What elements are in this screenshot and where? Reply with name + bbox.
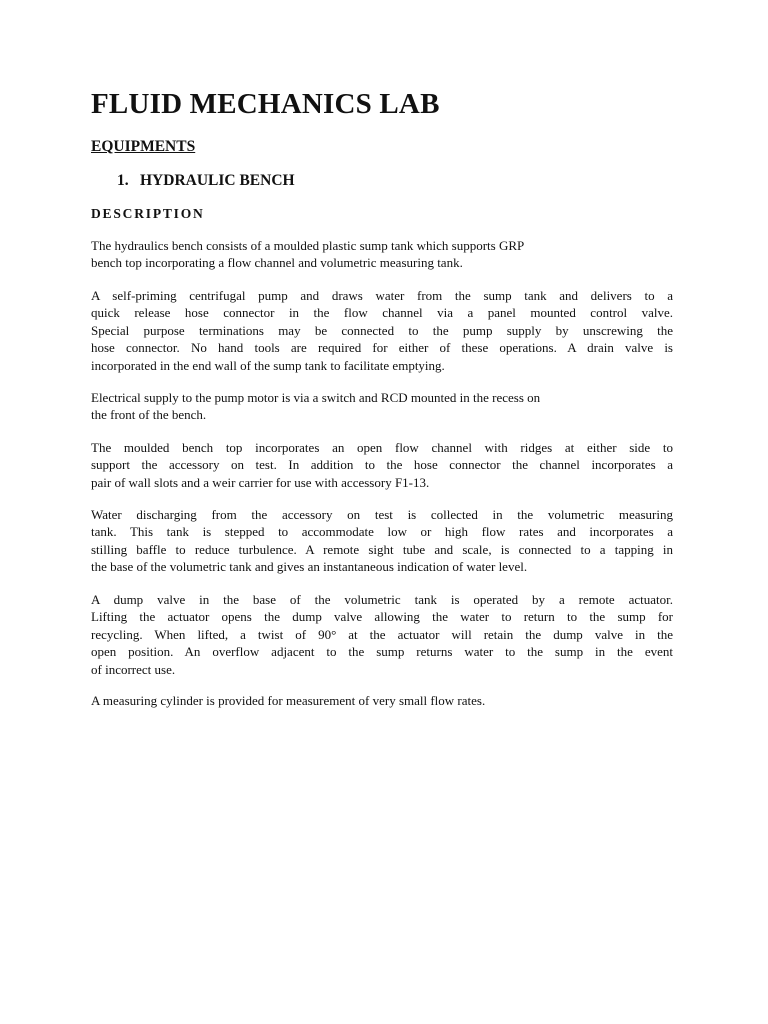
description-heading: DESCRIPTION [91,206,205,221]
paragraph-line: The hydraulics bench consists of a moulded plastic sump tank which supports GRP [91,238,525,253]
paragraph-line: A self-priming centrifugal pump and draws water from the sump tank and delivers to a [91,288,673,303]
paragraph-4 [91,439,673,491]
paragraph-line: the base of the volumetric tank and gives an instantaneous indication of water level. [91,559,528,575]
numbered-item-heading [117,172,295,190]
paragraph-line: of incorrect use. [91,661,176,677]
paragraph-2 [91,287,673,374]
paragraph-line: support the accessory on test. In addition to the hose connector the channel incorporates a [91,457,673,473]
paragraph-line: pair of wall slots and a weir carrier for use with accessory F1-13. [91,474,430,490]
paragraph-line: quick release hose connector in the flow channel via a panel mounted control valve. [91,305,673,321]
paragraph-line: hose connector. No hand tools are required for either of these operations. A drain valve is [91,340,673,356]
paragraph-line: Water discharging from the accessory on test is collected in the volumetric measuring [91,507,673,522]
paragraph-line: the front of the bench. [91,407,207,423]
paragraph-line: Lifting the actuator opens the dump valve allowing the water to return to the sump for [91,609,673,625]
document-title: FLUID MECHANICS LAB [91,88,440,120]
paragraph-line: open position. An overflow adjacent to the sump returns water to the sump in the event [91,644,673,660]
paragraph-line: A measuring cylinder is provided for measurement of very small flow rates. [91,693,486,708]
paragraph-line: bench top incorporating a flow channel and volumetric measuring tank. [91,255,463,271]
paragraph-line: stilling baffle to reduce turbulence. A remote sight tube and scale, is connected to a tapping in [91,541,673,557]
section-heading-equipments: EQUIPMENTS [91,138,196,155]
item-number: 1. [117,172,129,189]
paragraph-6 [91,591,673,678]
paragraph-5 [91,506,673,576]
paragraph-line: Special purpose terminations may be connected to the pump supply by unscrewing the [91,322,673,338]
paragraph-line: recycling. When lifted, a twist of 90° at the actuator will retain the dump valve in the [91,626,673,642]
paragraph-line: Electrical supply to the pump motor is via a switch and RCD mounted in the recess on [91,390,541,405]
paragraph-line: The moulded bench top incorporates an open flow channel with ridges at either side to [91,440,673,455]
paragraph-7 [91,692,673,709]
paragraph-1 [91,237,673,272]
item-label: HYDRAULIC BENCH [140,172,295,189]
paragraph-3 [91,389,673,424]
paragraph-line: incorporated in the end wall of the sump tank to facilitate emptying. [91,357,445,373]
paragraph-line: tank. This tank is stepped to accommodate low or high flow rates and incorporates a [91,524,673,540]
paragraph-line: A dump valve in the base of the volumetric tank is operated by a remote actuator. [91,592,673,607]
